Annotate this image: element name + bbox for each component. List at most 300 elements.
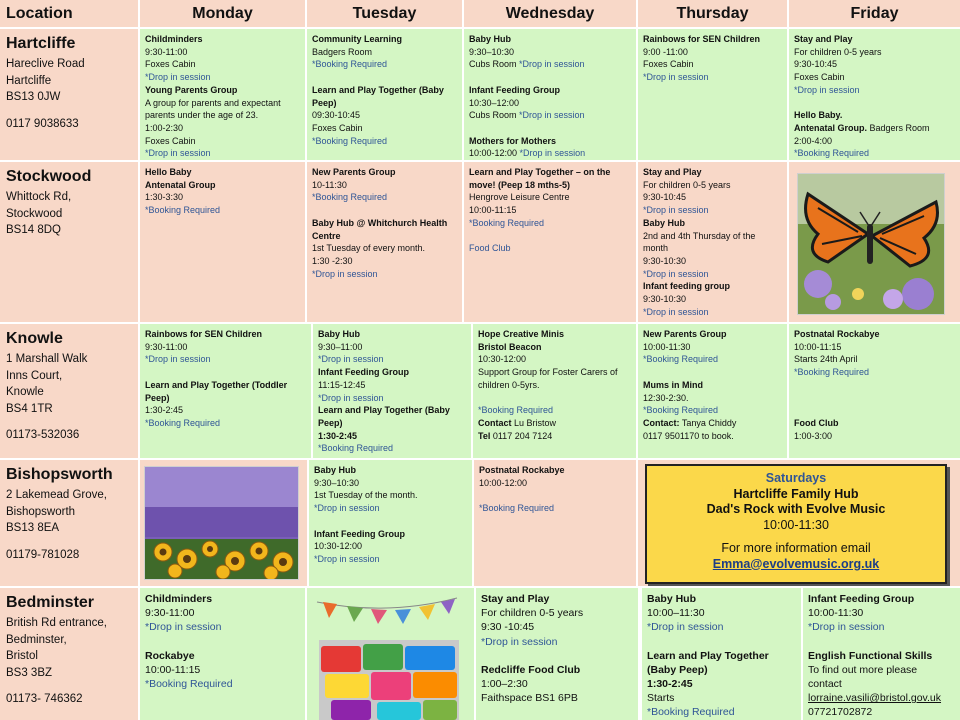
session-text: Cubs Room: [469, 110, 520, 121]
session-text: Learn and Play Together (Baby: [318, 405, 450, 416]
session-text: Infant Feeding Group: [808, 593, 915, 605]
session-text: *Booking Required: [312, 135, 388, 146]
session-line: [312, 135, 457, 148]
session-line: [312, 191, 457, 204]
session-text: *Booking Required: [312, 192, 388, 203]
session-line: [312, 109, 457, 122]
header-location-label: Location: [6, 4, 73, 22]
session-text: *Drop in session: [314, 503, 380, 514]
session-text: 10:00-11:30: [808, 607, 864, 620]
session-line: [312, 242, 457, 255]
saturday-more-info: For more information email: [721, 541, 871, 555]
session-line: [481, 620, 633, 634]
session-line: [643, 46, 782, 59]
bunting-blocks-image: [307, 588, 474, 720]
session-line: [479, 489, 631, 502]
session-line: [145, 392, 306, 405]
session-cell: [309, 460, 472, 586]
session-line: [643, 33, 782, 46]
session-text: New Parents Group: [312, 167, 396, 177]
saturday-event: Dad's Rock with Evolve Music: [706, 502, 886, 516]
session-line: [145, 46, 300, 59]
session-line: [643, 280, 782, 293]
session-text: Centre: [312, 230, 341, 241]
session-line: [312, 46, 457, 59]
session-text: Learn and Play Together – on the: [469, 167, 611, 177]
session-text: *Booking Required: [312, 59, 388, 70]
phone-number: 01173- 746362: [6, 693, 83, 705]
session-line: [647, 705, 796, 719]
session-text: Learn and Play Together: [647, 649, 769, 662]
session-line: [145, 122, 300, 135]
saturday-cell: [638, 460, 960, 586]
session-line: [469, 33, 631, 46]
session-text: Childminders: [145, 34, 203, 44]
session-text: 9:30-11:00: [145, 607, 195, 620]
session-line: [314, 477, 467, 490]
session-text: Foxes Cabin: [794, 72, 845, 83]
session-line: [469, 147, 631, 160]
session-line: [643, 255, 782, 268]
session-text: *Drop in session: [145, 354, 211, 365]
session-line: [643, 417, 782, 430]
address-line: Bishopsworth: [6, 505, 76, 518]
session-line: [312, 217, 457, 230]
session-line: [794, 404, 955, 417]
session-text: 9:30-10:45: [643, 192, 687, 203]
address-line: Whittock Rd,: [6, 191, 72, 203]
session-text: Hello Baby.: [794, 110, 843, 121]
session-line: [312, 166, 457, 179]
session-detail: Lu Bristow: [511, 417, 557, 428]
session-line: [794, 366, 955, 379]
session-line: [643, 230, 782, 243]
session-line: [808, 649, 955, 663]
session-line: [469, 97, 631, 110]
session-line: [643, 392, 782, 405]
session-line: [643, 268, 782, 281]
session-text: Foxes Cabin: [643, 59, 694, 70]
session-text: *Drop in session: [145, 621, 222, 634]
session-line: [469, 122, 631, 135]
session-line: [469, 230, 631, 243]
session-line: [469, 58, 631, 71]
session-line: [643, 217, 782, 230]
session-line: [145, 135, 300, 148]
session-line: [647, 592, 796, 606]
session-line: [478, 353, 631, 366]
session-line: [314, 502, 467, 515]
session-line: [145, 677, 300, 691]
address-line: BS4 1TR: [6, 402, 53, 415]
header-thursday: [638, 0, 787, 27]
session-text: 9:30–11:00: [318, 341, 363, 352]
session-line: [312, 268, 457, 281]
session-line: [479, 464, 631, 477]
session-text: 9:30–10:30: [469, 46, 515, 57]
session-text: 07721702872: [808, 706, 873, 719]
session-line: [145, 649, 300, 663]
session-line: [481, 649, 633, 663]
session-text: Infant Feeding Group: [314, 528, 405, 539]
session-text: 1:30-2:45: [647, 678, 693, 691]
session-line: [794, 58, 955, 71]
session-line: [808, 705, 955, 719]
session-text: For children 0-5 years: [481, 607, 584, 620]
session-text: Redcliffe Food Club: [481, 663, 581, 676]
session-text: move! (Peep 18 mths-5): [469, 179, 571, 190]
session-line: [318, 366, 466, 379]
session-line: [145, 328, 306, 341]
lavender-sunflowers-image: [144, 466, 299, 580]
session-line: [808, 592, 955, 606]
session-text: Peep): [318, 417, 343, 428]
session-line: [318, 404, 466, 417]
session-line: [314, 553, 467, 566]
session-line: [478, 392, 631, 405]
session-text: 9:30-11:00: [145, 46, 188, 57]
session-cell: [638, 324, 787, 458]
session-line: [643, 366, 782, 379]
session-line: [808, 677, 955, 691]
session-text: *Drop in session: [318, 354, 384, 365]
session-text: *Booking Required: [145, 205, 221, 216]
session-line: [145, 97, 300, 110]
address-line: Stockwood: [6, 207, 63, 220]
session-text: *Drop in session: [643, 306, 709, 317]
session-text: Postnatal Rockabye: [794, 329, 880, 339]
session-text: Cubs Room: [469, 59, 520, 70]
session-text: Baby Hub: [643, 217, 686, 228]
session-text: Young Parents Group: [145, 84, 238, 95]
session-line: [481, 635, 633, 649]
session-text: 10:00-12:00: [469, 148, 520, 159]
session-text: 1:00-2:30: [145, 122, 184, 133]
session-line: [145, 366, 306, 379]
session-line: [643, 306, 782, 319]
session-text: A group for parents and expectant: [145, 97, 281, 108]
session-line: [794, 97, 955, 110]
address-line: Hartcliffe: [6, 74, 52, 87]
session-text: Rainbows for SEN Children: [643, 34, 761, 44]
address-line: BS13 8EA: [6, 522, 60, 534]
session-line: [469, 46, 631, 59]
session-line: [469, 71, 631, 84]
session-line: [145, 353, 306, 366]
session-line: [318, 341, 466, 354]
session-detail: Badgers Room: [867, 122, 930, 133]
session-text: Baby Hub: [314, 465, 357, 475]
session-line: [145, 58, 300, 71]
session-cell: [307, 162, 462, 322]
session-line: [469, 109, 631, 122]
session-line: [312, 58, 457, 71]
session-line: [312, 255, 457, 268]
session-text: *Booking Required: [145, 678, 233, 691]
saturday-notice: [645, 464, 947, 584]
session-line: [145, 204, 300, 217]
session-line: [314, 464, 467, 477]
session-text: Postnatal Rockabye: [479, 465, 565, 475]
session-line: [808, 606, 955, 620]
session-line: [643, 166, 782, 179]
session-text: Stay and Play: [481, 593, 550, 605]
session-line: [481, 606, 633, 620]
session-text: Antenatal Group: [145, 179, 216, 190]
session-detail: 0117 204 7124: [490, 430, 553, 441]
session-line: [469, 217, 631, 230]
session-text: Foxes Cabin: [312, 122, 363, 133]
session-line: [145, 109, 300, 122]
session-cell: [473, 324, 636, 458]
session-line: [145, 341, 306, 354]
session-line: [478, 328, 631, 341]
session-status: *Drop in session: [519, 148, 586, 159]
session-line: [469, 135, 631, 148]
session-line: [794, 353, 955, 366]
session-text: 10:30-12:00: [478, 354, 527, 365]
session-text: Stay and Play: [794, 34, 853, 44]
session-line: [478, 404, 631, 417]
session-line: [794, 109, 955, 122]
session-line: [478, 417, 631, 430]
session-text: 1:00–2:30: [481, 678, 528, 691]
session-text: Stay and Play: [643, 167, 702, 177]
session-text: Infant feeding group: [643, 281, 730, 292]
header-monday: [140, 0, 305, 27]
session-cell: [803, 588, 960, 720]
session-text: *Drop in session: [314, 553, 380, 564]
session-line: [794, 392, 955, 405]
session-text: 0117 9501170 to book.: [643, 430, 734, 441]
saturday-email-link[interactable]: Emma@evolvemusic.org.uk: [712, 556, 880, 571]
session-text: 9:00 -11:00: [643, 46, 688, 57]
session-line: [481, 663, 633, 677]
butterfly-image: [797, 173, 945, 315]
saturday-venue: Hartcliffe Family Hub: [733, 486, 859, 501]
session-text: 9:30-10:30: [643, 294, 687, 305]
session-line: [643, 293, 782, 306]
image-cell: [789, 162, 960, 322]
location-name: Knowle: [6, 330, 63, 347]
header-monday-label: Monday: [192, 4, 253, 22]
session-line: [312, 230, 457, 243]
session-line: [318, 353, 466, 366]
session-line: [145, 404, 306, 417]
session-line: [647, 691, 796, 705]
session-text: To find out more please: [808, 663, 918, 676]
session-line: [808, 635, 955, 649]
session-line: [643, 328, 782, 341]
session-line: [794, 71, 955, 84]
session-text: Baby Hub: [469, 34, 512, 44]
session-text: Infant Feeding Group: [318, 367, 409, 378]
phone-number: 0117 9038633: [6, 117, 79, 130]
session-text: Contact: [478, 417, 512, 428]
session-line: [794, 341, 955, 354]
session-line: [643, 204, 782, 217]
session-line: [145, 620, 300, 634]
session-line: [481, 592, 633, 606]
session-text: 10-11:30: [312, 179, 347, 190]
session-cell: [642, 588, 801, 720]
session-text: *Booking Required: [643, 405, 719, 416]
session-text: *Booking Required: [318, 443, 394, 454]
session-cell: [313, 324, 471, 458]
session-line: [794, 122, 955, 135]
session-line: [312, 84, 457, 97]
session-line: [312, 179, 457, 192]
session-line: [794, 33, 955, 46]
session-text: Baby Hub: [647, 593, 697, 605]
session-line: [145, 147, 300, 160]
session-text: Baby Hub: [318, 329, 361, 339]
session-line: [469, 166, 631, 179]
location-name: Stockwood: [6, 168, 92, 185]
session-line: [318, 392, 466, 405]
session-text: 12:30-2:30.: [643, 392, 689, 403]
session-text: Hope Creative Minis: [478, 329, 565, 339]
session-text: *Drop in session: [312, 268, 378, 279]
address-line: BS13 0JW: [6, 91, 61, 103]
session-cell: [140, 29, 305, 160]
session-line: [643, 404, 782, 417]
session-text: 9:30-10:30: [643, 255, 687, 266]
session-line: [312, 71, 457, 84]
session-text: *Drop in session: [643, 72, 709, 83]
session-line: [808, 691, 955, 705]
session-line: [647, 663, 796, 677]
session-text: *Drop in session: [808, 621, 885, 634]
session-line: [643, 341, 782, 354]
session-line: [145, 33, 300, 46]
address-line: Knowle: [6, 386, 44, 398]
location-stockwood: [0, 162, 138, 322]
session-text: *Booking Required: [478, 405, 554, 416]
session-line: [478, 379, 631, 392]
session-line: [794, 135, 955, 148]
session-line: [314, 528, 467, 541]
session-text: *Drop in session: [318, 392, 384, 403]
session-text: Learn and Play Together (Toddler: [145, 379, 288, 390]
session-cell: [476, 588, 638, 720]
session-text: English Functional Skills: [808, 649, 933, 662]
session-text: *Drop in session: [643, 268, 709, 279]
saturday-title: Saturdays: [765, 471, 827, 485]
session-line: [314, 540, 467, 553]
session-text: *Booking Required: [643, 354, 719, 365]
session-detail: Tanya Chiddy: [679, 417, 737, 428]
header-tuesday: [307, 0, 462, 27]
session-text: Starts 24th April: [794, 354, 858, 365]
address-line: Bedminster,: [6, 633, 67, 646]
location-name: Bishopsworth: [6, 466, 113, 483]
session-text: Mums in Mind: [643, 379, 703, 390]
session-text: 10:30-12:00: [314, 541, 363, 552]
session-line: [478, 430, 631, 443]
session-text: 9:30-11:00: [145, 341, 188, 352]
session-line: [794, 379, 955, 392]
session-text: 11:15-12:45: [318, 379, 366, 390]
session-text: New Parents Group: [643, 329, 727, 339]
session-line: [808, 663, 955, 677]
session-line: [643, 379, 782, 392]
session-line: [312, 122, 457, 135]
session-text: *Booking Required: [145, 417, 221, 428]
session-line: [643, 179, 782, 192]
session-text: 10:00-11:15: [794, 341, 842, 352]
session-line: [469, 179, 631, 192]
session-text: *Drop in session: [643, 205, 709, 216]
phone-number: 01173-532036: [6, 429, 80, 441]
session-text: Childminders: [145, 593, 213, 605]
session-text: Antenatal Group.: [794, 122, 868, 133]
session-line: [647, 606, 796, 620]
session-text: *Booking Required: [647, 706, 735, 719]
session-line: [643, 430, 782, 443]
address-line: Hareclive Road: [6, 58, 85, 70]
session-line: [481, 691, 633, 705]
session-text[interactable]: lorraine.vasili@bristol.gov.uk: [808, 692, 942, 705]
session-text: 1:30 -2:30: [312, 255, 353, 266]
session-line: [643, 71, 782, 84]
session-line: [643, 242, 782, 255]
header-friday-label: Friday: [850, 4, 899, 22]
header-wednesday-label: Wednesday: [505, 4, 595, 22]
session-line: [481, 677, 633, 691]
address-line: British Rd entrance,: [6, 617, 107, 629]
session-line: [479, 502, 631, 515]
session-line: [312, 97, 457, 110]
session-text: 2nd and 4th Thursday of the: [643, 230, 756, 241]
address-line: Bristol: [6, 650, 38, 662]
location-bishopsworth: [0, 460, 138, 586]
session-cell: [140, 588, 305, 720]
session-line: [314, 515, 467, 528]
session-line: [479, 477, 631, 490]
session-line: [145, 71, 300, 84]
address-line: 1 Marshall Walk: [6, 353, 88, 365]
session-text: Food Club: [469, 243, 511, 254]
address-line: 2 Lakemead Grove,: [6, 489, 108, 501]
session-line: [145, 379, 306, 392]
header-tuesday-label: Tuesday: [352, 4, 417, 22]
session-line: [145, 606, 300, 620]
session-text: Baby Hub @ Whitchurch Health: [312, 217, 448, 228]
address-line: Inns Court,: [6, 369, 63, 382]
session-text: Tel: [478, 430, 491, 441]
session-line: [318, 328, 466, 341]
session-text: Foxes Cabin: [145, 135, 196, 146]
session-text: *Booking Required: [794, 367, 870, 378]
session-text: Food Club: [794, 417, 839, 428]
session-line: [643, 191, 782, 204]
session-text: 10:00–11:30: [647, 607, 705, 620]
session-text: Learn and Play Together (Baby: [312, 84, 444, 95]
session-line: [647, 635, 796, 649]
saturday-time: 10:00-11:30: [763, 517, 829, 532]
session-line: [647, 677, 796, 691]
session-cell: [789, 29, 960, 160]
header-wednesday: [464, 0, 636, 27]
session-text: Badgers Room: [312, 46, 373, 57]
session-text: For children 0-5 years: [794, 46, 882, 57]
session-cell: [638, 29, 787, 160]
session-cell: [464, 29, 636, 160]
session-text: 1st Tuesday of the month.: [314, 490, 418, 501]
session-text: contact: [808, 678, 842, 691]
session-line: [145, 166, 300, 179]
